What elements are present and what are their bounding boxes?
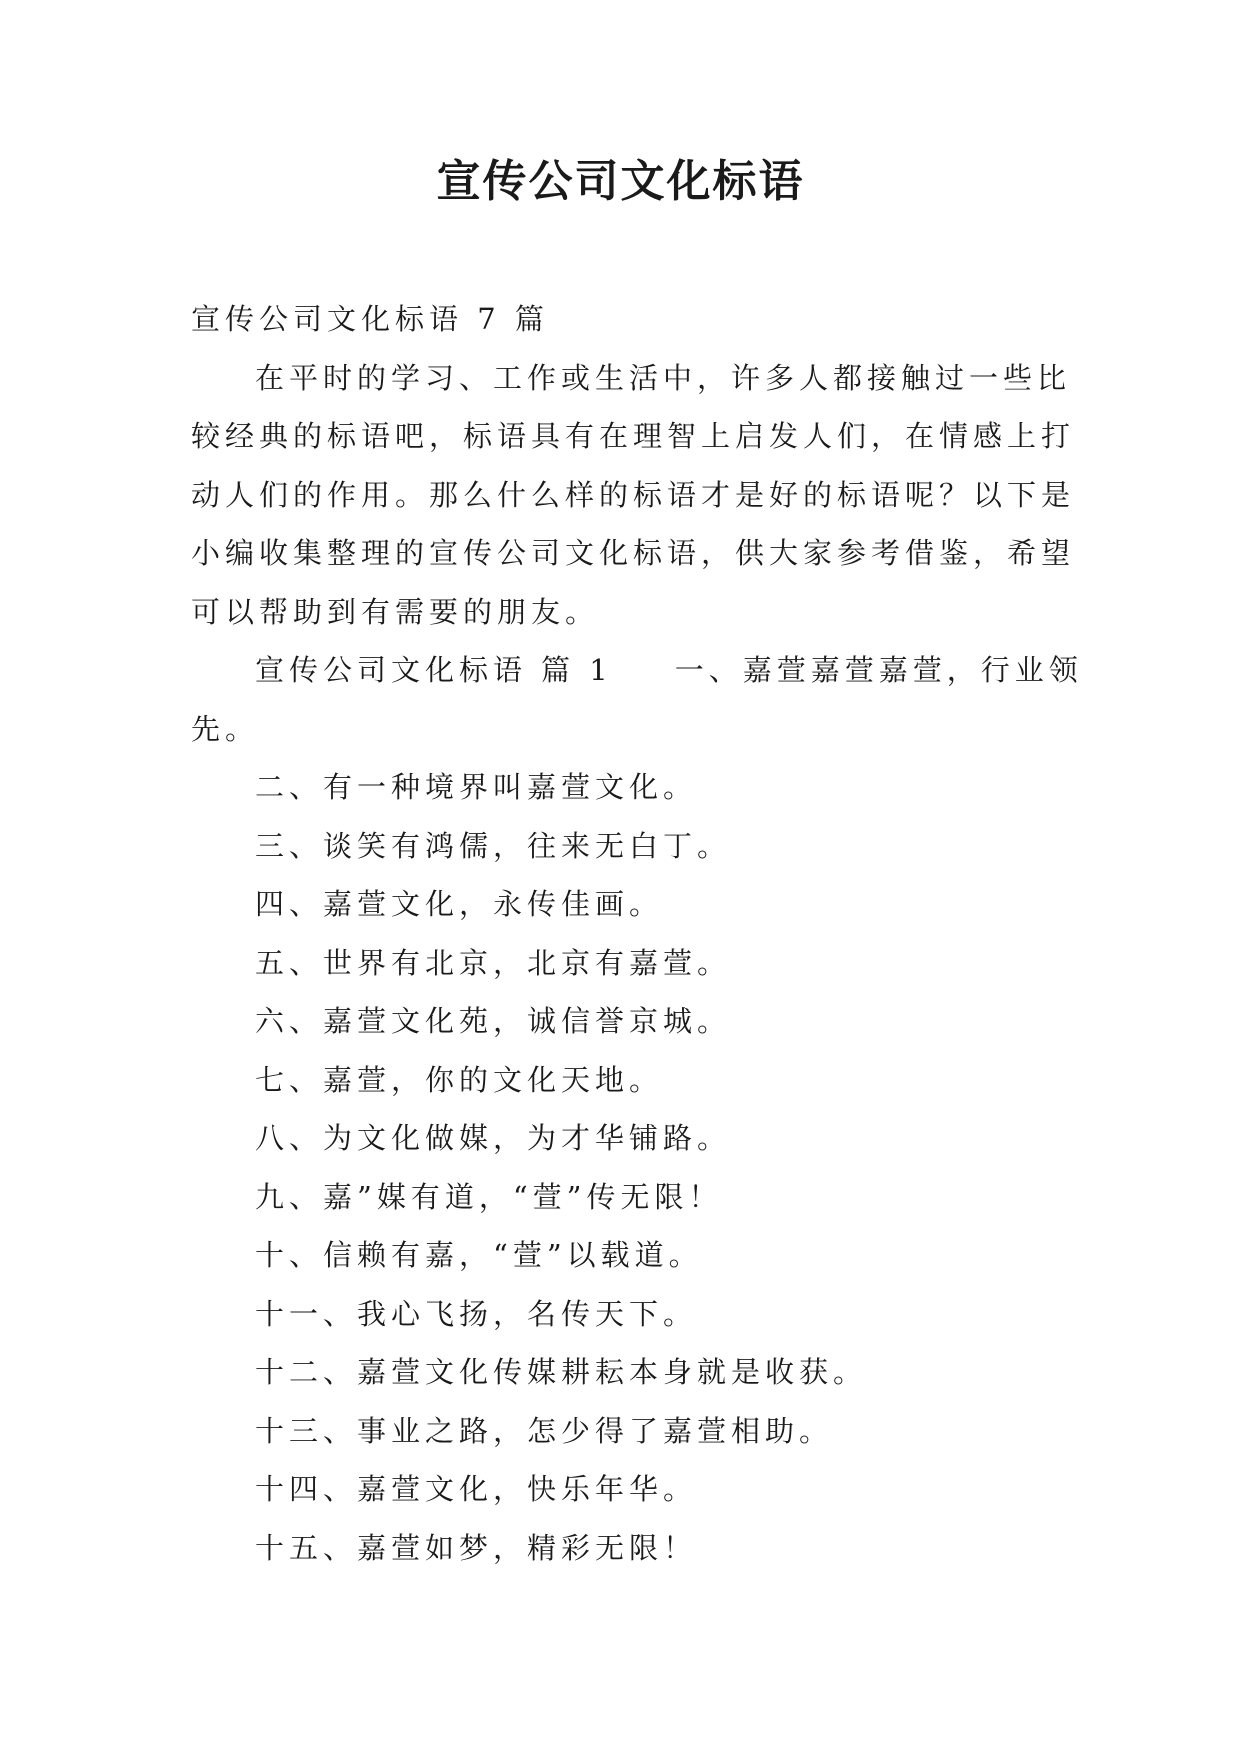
intro-line: 动人们的作用。那么什么样的标语才是好的标语呢？以下是: [191, 477, 1076, 512]
slogan-item: 十三、事业之路，怎少得了嘉萱相助。: [255, 1413, 834, 1448]
slogan-item: 五、世界有北京，北京有嘉萱。: [255, 945, 732, 980]
section-heading-line: [191, 641, 1083, 700]
slogan-item: 八、为文化做媒，为才华铺路。: [255, 1121, 732, 1155]
intro-line: 较经典的标语吧，标语具有在理智上启发人们，在情感上打: [191, 419, 1076, 453]
slogan-item: 十五、嘉萱如梦，精彩无限！: [255, 1530, 698, 1565]
intro-line: 可以帮助到有需要的朋友。: [191, 594, 600, 629]
document-title: 宣传公司文化标语: [436, 156, 805, 207]
slogan-item: 一、嘉萱嘉萱嘉萱，行业领: [674, 653, 1083, 687]
slogan-item: 七、嘉萱，你的文化天地。: [255, 1062, 664, 1097]
document-body: [191, 290, 1083, 1577]
slogan-item: 四、嘉萱文化，永传佳画。: [255, 887, 664, 921]
document-subtitle: 宣传公司文化标语 7 篇: [191, 302, 549, 336]
slogan-item: 十、信赖有嘉，“萱”以载道。: [255, 1238, 703, 1272]
slogan-item: 九、嘉”媒有道，“萱”传无限！: [255, 1179, 723, 1214]
slogan-item: 十一、我心飞扬，名传天下。: [255, 1296, 698, 1331]
slogan-item-continuation: 先。: [191, 711, 260, 746]
section-heading: 宣传公司文化标语: [255, 653, 528, 687]
slogan-item: 六、嘉萱文化苑，诚信誉京城。: [255, 1004, 732, 1038]
slogan-item: 十四、嘉萱文化，快乐年华。: [255, 1472, 698, 1506]
intro-line: 在平时的学习、工作或生活中，许多人都接触过一些比: [255, 360, 1072, 395]
intro-line: 小编收集整理的宣传公司文化标语，供大家参考借鉴，希望: [191, 536, 1076, 570]
slogan-item: 三、谈笑有鸿儒，往来无白丁。: [255, 828, 732, 863]
slogan-item: 十二、嘉萱文化传媒耕耘本身就是收获。: [255, 1355, 868, 1389]
section-number: 篇 1: [541, 653, 613, 687]
slogan-item: 二、有一种境界叫嘉萱文化。: [255, 770, 698, 804]
